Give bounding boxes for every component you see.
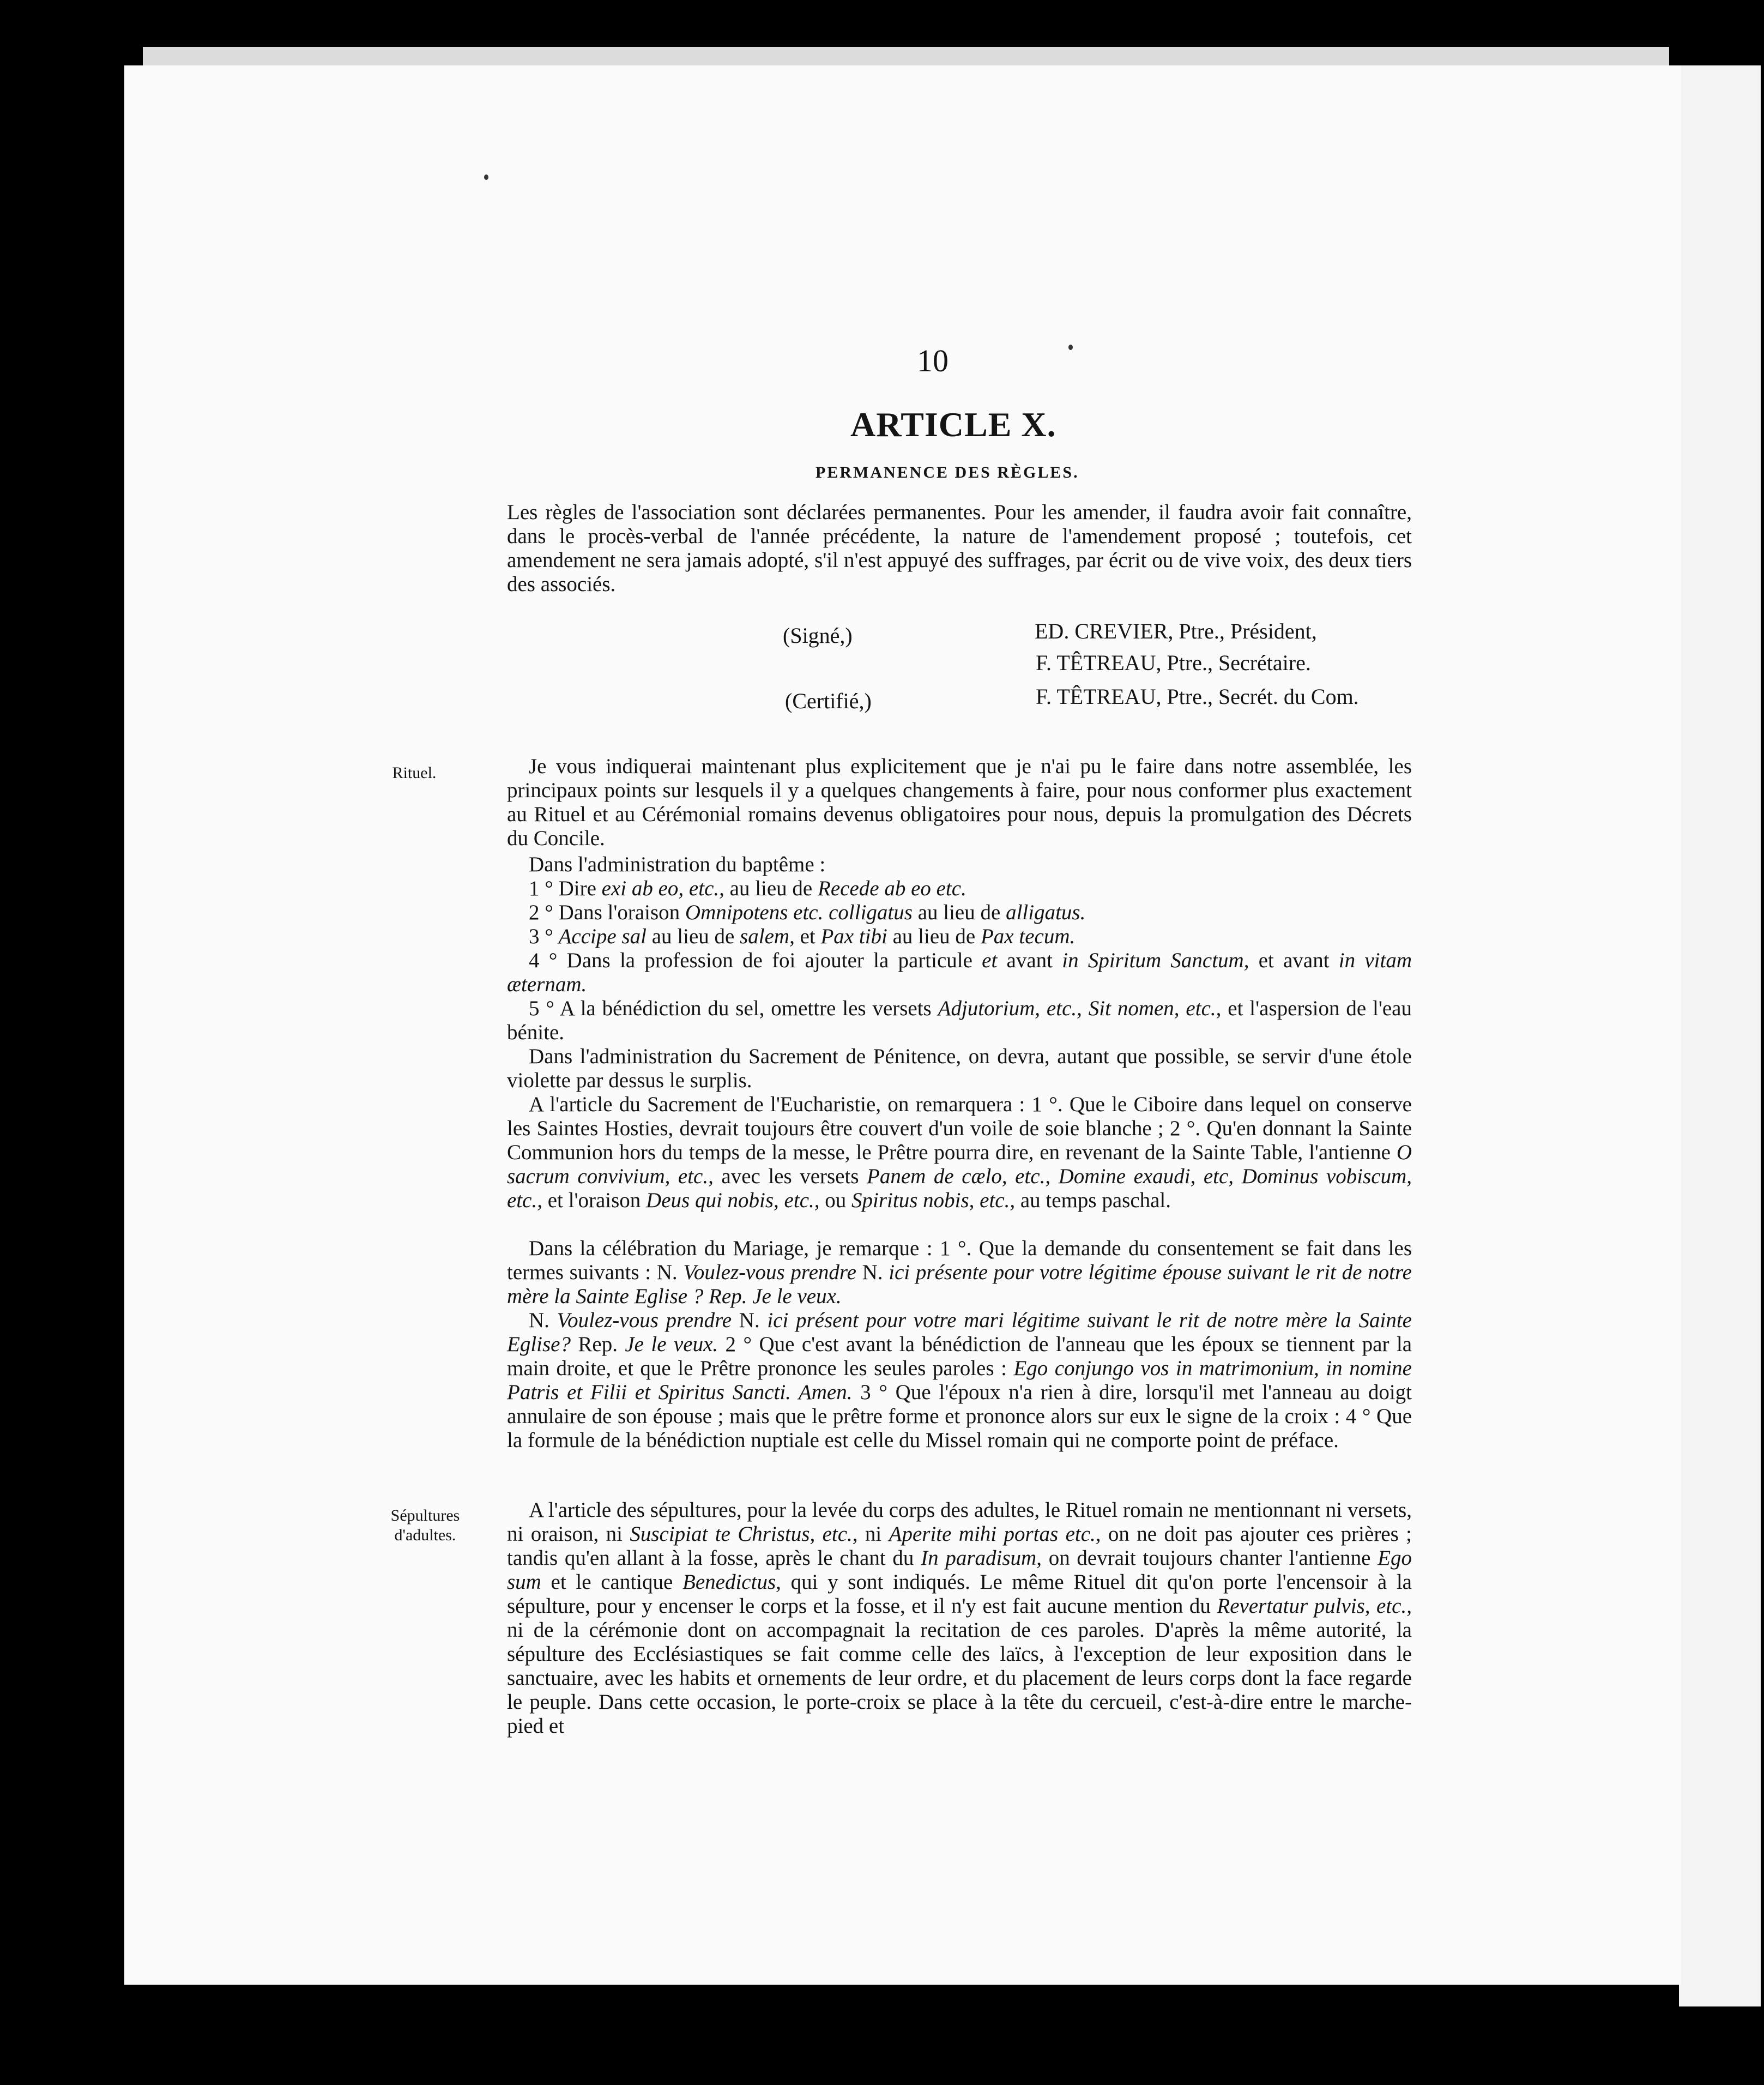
margin-note-rituel: Rituel. [392, 764, 437, 782]
article-paragraph: Les règles de l'association sont déclarées permanentes. Pour les amender, il faudra avoir fait connaître, dans le procès-verbal de l'année précédente, la nature de l'amendement proposé ; toutefois, cet amendement ne sera jamais adopté, s'il n'est appuyé des suffrages, par écrit ou de vive voix, des deux tiers des associés. [507, 501, 1412, 596]
bapteme-item-5: 5 ° A la bénédiction du sel, omettre les versets Adjutorium, etc., Sit nomen, etc., et l'aspersion de l'eau bénite. [507, 997, 1412, 1044]
eucharistie-paragraph: A l'article du Sacrement de l'Eucharistie, on remarquera : 1 °. Que le Ciboire dans lequel on conserve les Saintes Hosties, devrait toujours être couvert d'un voile de soie blanche ; 2 °. Qu'en donnant la Sainte Communion hors du temps de la messe, le Prêtre pourra dire, en revenant de la Sainte Table, l'antienne O sacrum convivium, etc., avec les versets Panem de cælo, etc., Domine exaudi, etc, Dominus vobiscum, etc., et l'oraison Deus qui nobis, etc., ou Spiritus nobis, etc., au temps paschal. [507, 1093, 1412, 1212]
signature-secretary: F. TÊTREAU, Ptre., Secrétaire. [1036, 650, 1311, 675]
mariage-paragraph-2: N. Voulez-vous prendre N. ici présent pour votre mari légitime suivant le rit de notre mère la Sainte Eglise? Rep. Je le veux. 2 ° Que c'est avant la bénédiction de l'anneau que les époux se tiennent par la main droite, et que le Prêtre prononce les seules paroles : Ego conjungo vos in matrimonium, in nomine Patris et Filii et Spiritus Sancti. Amen. 3 ° Que l'époux n'a rien à dire, lorsqu'il met l'anneau au doigt annulaire de son épouse ; mais que le prêtre forme et prononce alors sur eux le signe de la croix : 4 ° Que la formule de la bénédiction nuptiale est celle du Missel romain qui ne comporte point de préface. [507, 1309, 1412, 1452]
speck-mark [484, 174, 488, 180]
bapteme-item-1: 1 ° Dire exi ab eo, etc., au lieu de Recede ab eo etc. [529, 877, 966, 900]
bapteme-item-3: 3 ° Accipe sal au lieu de salem, et Pax tibi au lieu de Pax tecum. [529, 925, 1076, 948]
mariage-paragraph-1: Dans la célébration du Mariage, je remarque : 1 °. Que la demande du consentement se fait dans les termes suivants : N. Voulez-vous prendre N. ici présente pour votre légitime épouse suivant le rit de notre mère la Sainte Eglise ? Rep. Je le veux. [507, 1237, 1412, 1308]
bapteme-item-4: 4 ° Dans la profession de foi ajouter la particule et avant in Spiritum Sanctum, et avant in vitam æternam. [507, 949, 1412, 996]
article-title: ARTICLE X. [850, 405, 1056, 444]
adjacent-page-edge [1679, 65, 1761, 2006]
penitence-paragraph: Dans l'administration du Sacrement de Pénitence, on devra, autant que possible, se servir d'une étole violette par dessus le surplis. [507, 1045, 1412, 1092]
rituel-intro-paragraph: Je vous indiquerai maintenant plus explicitement que je n'ai pu le faire dans notre assemblée, les principaux points sur lesquels il y a quelques changements à faire, pour nous conformer plus exactement au Rituel et au Cérémonial romains devenus obligatoires pour nous, depuis la promulgation des Décrets du Concile. [507, 755, 1412, 850]
speck-mark [1068, 345, 1073, 350]
page-number: 10 [917, 343, 949, 378]
signature-president: ED. CREVIER, Ptre., Président, [1035, 619, 1317, 643]
bapteme-item-2: 2 ° Dans l'oraison Omnipotens etc. colligatus au lieu de alligatus. [529, 901, 1086, 924]
certified-label: (Certifié,) [785, 689, 872, 713]
signed-label: (Signé,) [783, 623, 853, 648]
signature-certifier: F. TÊTREAU, Ptre., Secrét. du Com. [1036, 684, 1359, 709]
article-subtitle: PERMANENCE DES RÈGLES. [815, 463, 1079, 481]
bapteme-intro: Dans l'administration du baptême : [529, 853, 826, 876]
sepultures-paragraph: A l'article des sépultures, pour la levée du corps des adultes, le Rituel romain ne mentionnant ni versets, ni oraison, ni Suscipiat te Christus, etc., ni Aperite mihi portas etc., on ne doit pas ajouter ces prières ; tandis qu'en allant à la fosse, après le chant du In paradisum, on devrait toujours chanter l'antienne Ego sum et le cantique Benedictus, qui y sont indiqués. Le même Rituel dit qu'on porte l'encensoir à la sépulture, pour y encenser le corps et la fosse, et il n'y est fait aucune mention du Revertatur pulvis, etc., ni de la cérémonie dont on accompagnait la recitation de ces paroles. D'après la même autorité, la sépulture des Ecclésiastiques se fait comme celle des laïcs, à l'exception de leur exposition dans le sanctuaire, avec les habits et ornements de leur ordre, et du placement de leurs corps dont la face regarde le peuple. Dans cette occasion, le porte-croix se place à la tête du cercueil, c'est-à-dire entre le marche-pied et [507, 1498, 1412, 1738]
margin-note-sepultures: Sépultures d'adultes. [390, 1506, 460, 1544]
